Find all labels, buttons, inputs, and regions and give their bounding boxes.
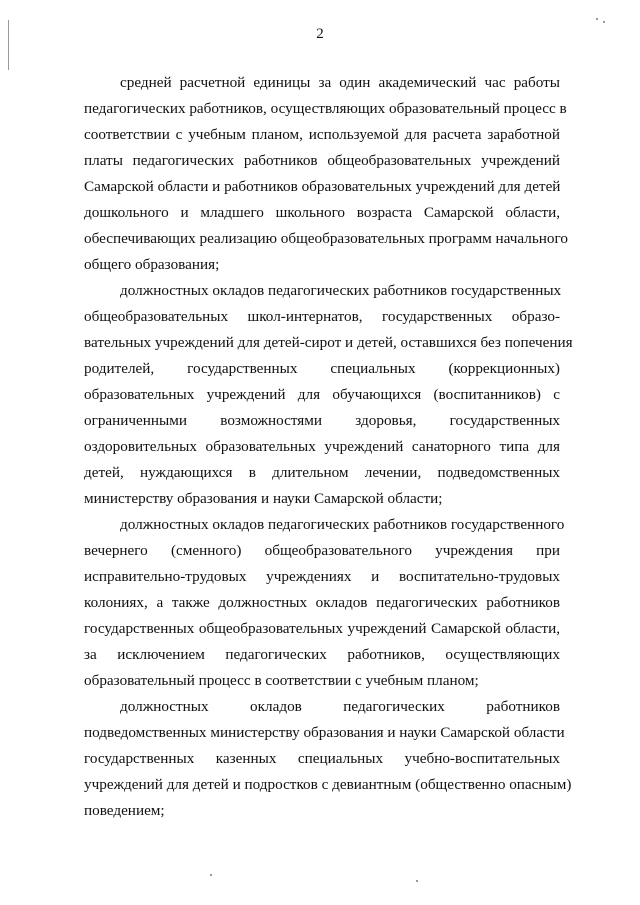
text-line: за исключением педагогических работников, осуществляющих xyxy=(84,646,560,663)
text-line: вечернего (сменного) общеобразовательного учреждения при xyxy=(84,542,560,559)
text-line: должностных окладов педагогических работников государственных xyxy=(120,282,562,299)
text-line: должностных окладов педагогических работников xyxy=(120,698,560,715)
text-line: министерству образования и науки Самарской области; xyxy=(84,490,443,507)
text-line: учреждений для детей и подростков с девиантным (общественно опасным) xyxy=(84,776,572,793)
text-line: соответствии с учебным планом, используемой для расчета заработной xyxy=(84,126,560,143)
text-line: средней расчетной единицы за один академический час работы xyxy=(120,74,560,91)
text-line: общего образования; xyxy=(84,256,220,273)
text-line: Самарской области и работников образовательных учреждений для детей xyxy=(84,178,561,195)
text-line: исправительно-трудовых учреждениях и воспитательно-трудовых xyxy=(84,568,560,585)
text-line: обеспечивающих реализацию общеобразовательных программ начального xyxy=(84,230,568,247)
text-line: должностных окладов педагогических работников государственного xyxy=(120,516,565,533)
text-line: педагогических работников, осуществляющих образовательный процесс в xyxy=(84,100,567,117)
text-line: ограниченными возможностями здоровья, государственных xyxy=(84,412,560,429)
text-line: дошкольного и младшего школьного возраста Самарской области, xyxy=(84,204,560,221)
scan-artifact xyxy=(596,18,598,20)
scan-artifact xyxy=(210,874,212,876)
text-line: общеобразовательных школ-интернатов, государственных образо- xyxy=(84,308,560,325)
text-line: оздоровительных образовательных учреждений санаторного типа для xyxy=(84,438,560,455)
scan-artifact xyxy=(416,880,418,882)
text-line: образовательных учреждений для обучающихся (воспитанников) с xyxy=(84,386,560,403)
text-line: подведомственных министерству образования и науки Самарской области xyxy=(84,724,565,741)
text-line: платы педагогических работников общеобразовательных учреждений xyxy=(84,152,560,169)
page-number: 2 xyxy=(316,26,324,42)
text-line: колониях, а также должностных окладов педагогических работников xyxy=(84,594,560,611)
text-line: родителей, государственных специальных (коррекционных) xyxy=(84,360,560,377)
text-line: детей, нуждающихся в длительном лечении, подведомственных xyxy=(84,464,560,481)
text-line: государственных общеобразовательных учреждений Самарской области, xyxy=(84,620,560,637)
text-line: государственных казенных специальных учебно-воспитательных xyxy=(84,750,560,767)
text-line: вательных учреждений для детей-сирот и детей, оставшихся без попечения xyxy=(84,334,573,351)
scan-artifact xyxy=(8,20,9,70)
text-line: поведением; xyxy=(84,802,165,819)
scan-artifact xyxy=(603,21,605,23)
text-line: образовательный процесс в соответствии с учебным планом; xyxy=(84,672,479,689)
